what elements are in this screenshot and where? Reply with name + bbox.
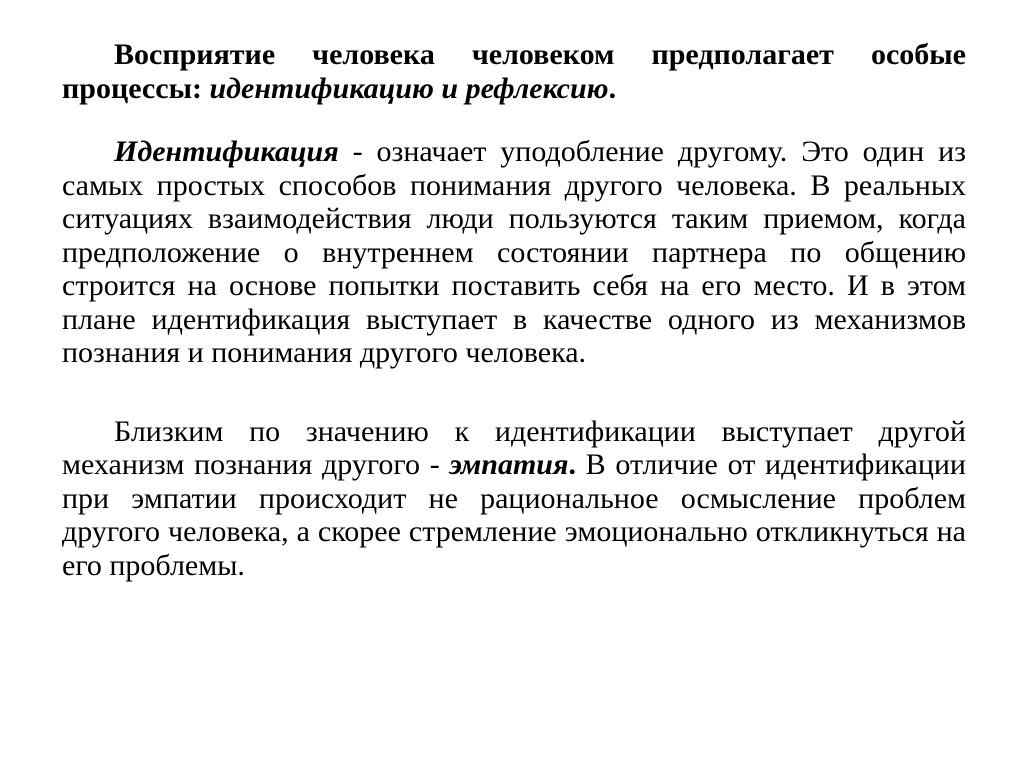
empathy-lead-text: Близким по значению к идентификации выступает другой механизм познания другого -: [62, 414, 966, 481]
paragraph-identification: [62, 135, 966, 370]
empathy-term-end: .: [568, 448, 576, 481]
perception-lead-text: Восприятие человека человеком предполагает особые процессы:: [62, 38, 966, 105]
empathy-definition-text: В отличие от идентификации при эмпатии происходит не рациональное осмысление проблем другого человека, а скорее стремление эмоционально откликнуться на его проблемы.: [62, 448, 966, 582]
slide-content: [62, 38, 966, 582]
paragraph-empathy: [62, 415, 966, 583]
empathy-term: эмпатия: [449, 448, 569, 481]
perception-end-text: .: [608, 71, 617, 105]
identification-definition-text: - означает уподобление другому. Это один из самых простых способов понимания другого человека. В реальных ситуациях взаимодействия люди пользуются таким приемом, когда предположение о внутреннем состоянии партнера по общению строится на основе попытки поставить себя на его место. И в этом плане идентификация выступает в качестве одного из механизмов познания и понимания другого человека.: [62, 135, 966, 369]
paragraph-perception: [62, 38, 966, 105]
identification-term: Идентификация: [114, 135, 339, 168]
perception-processes-text: идентификацию и рефлексию: [209, 71, 609, 105]
